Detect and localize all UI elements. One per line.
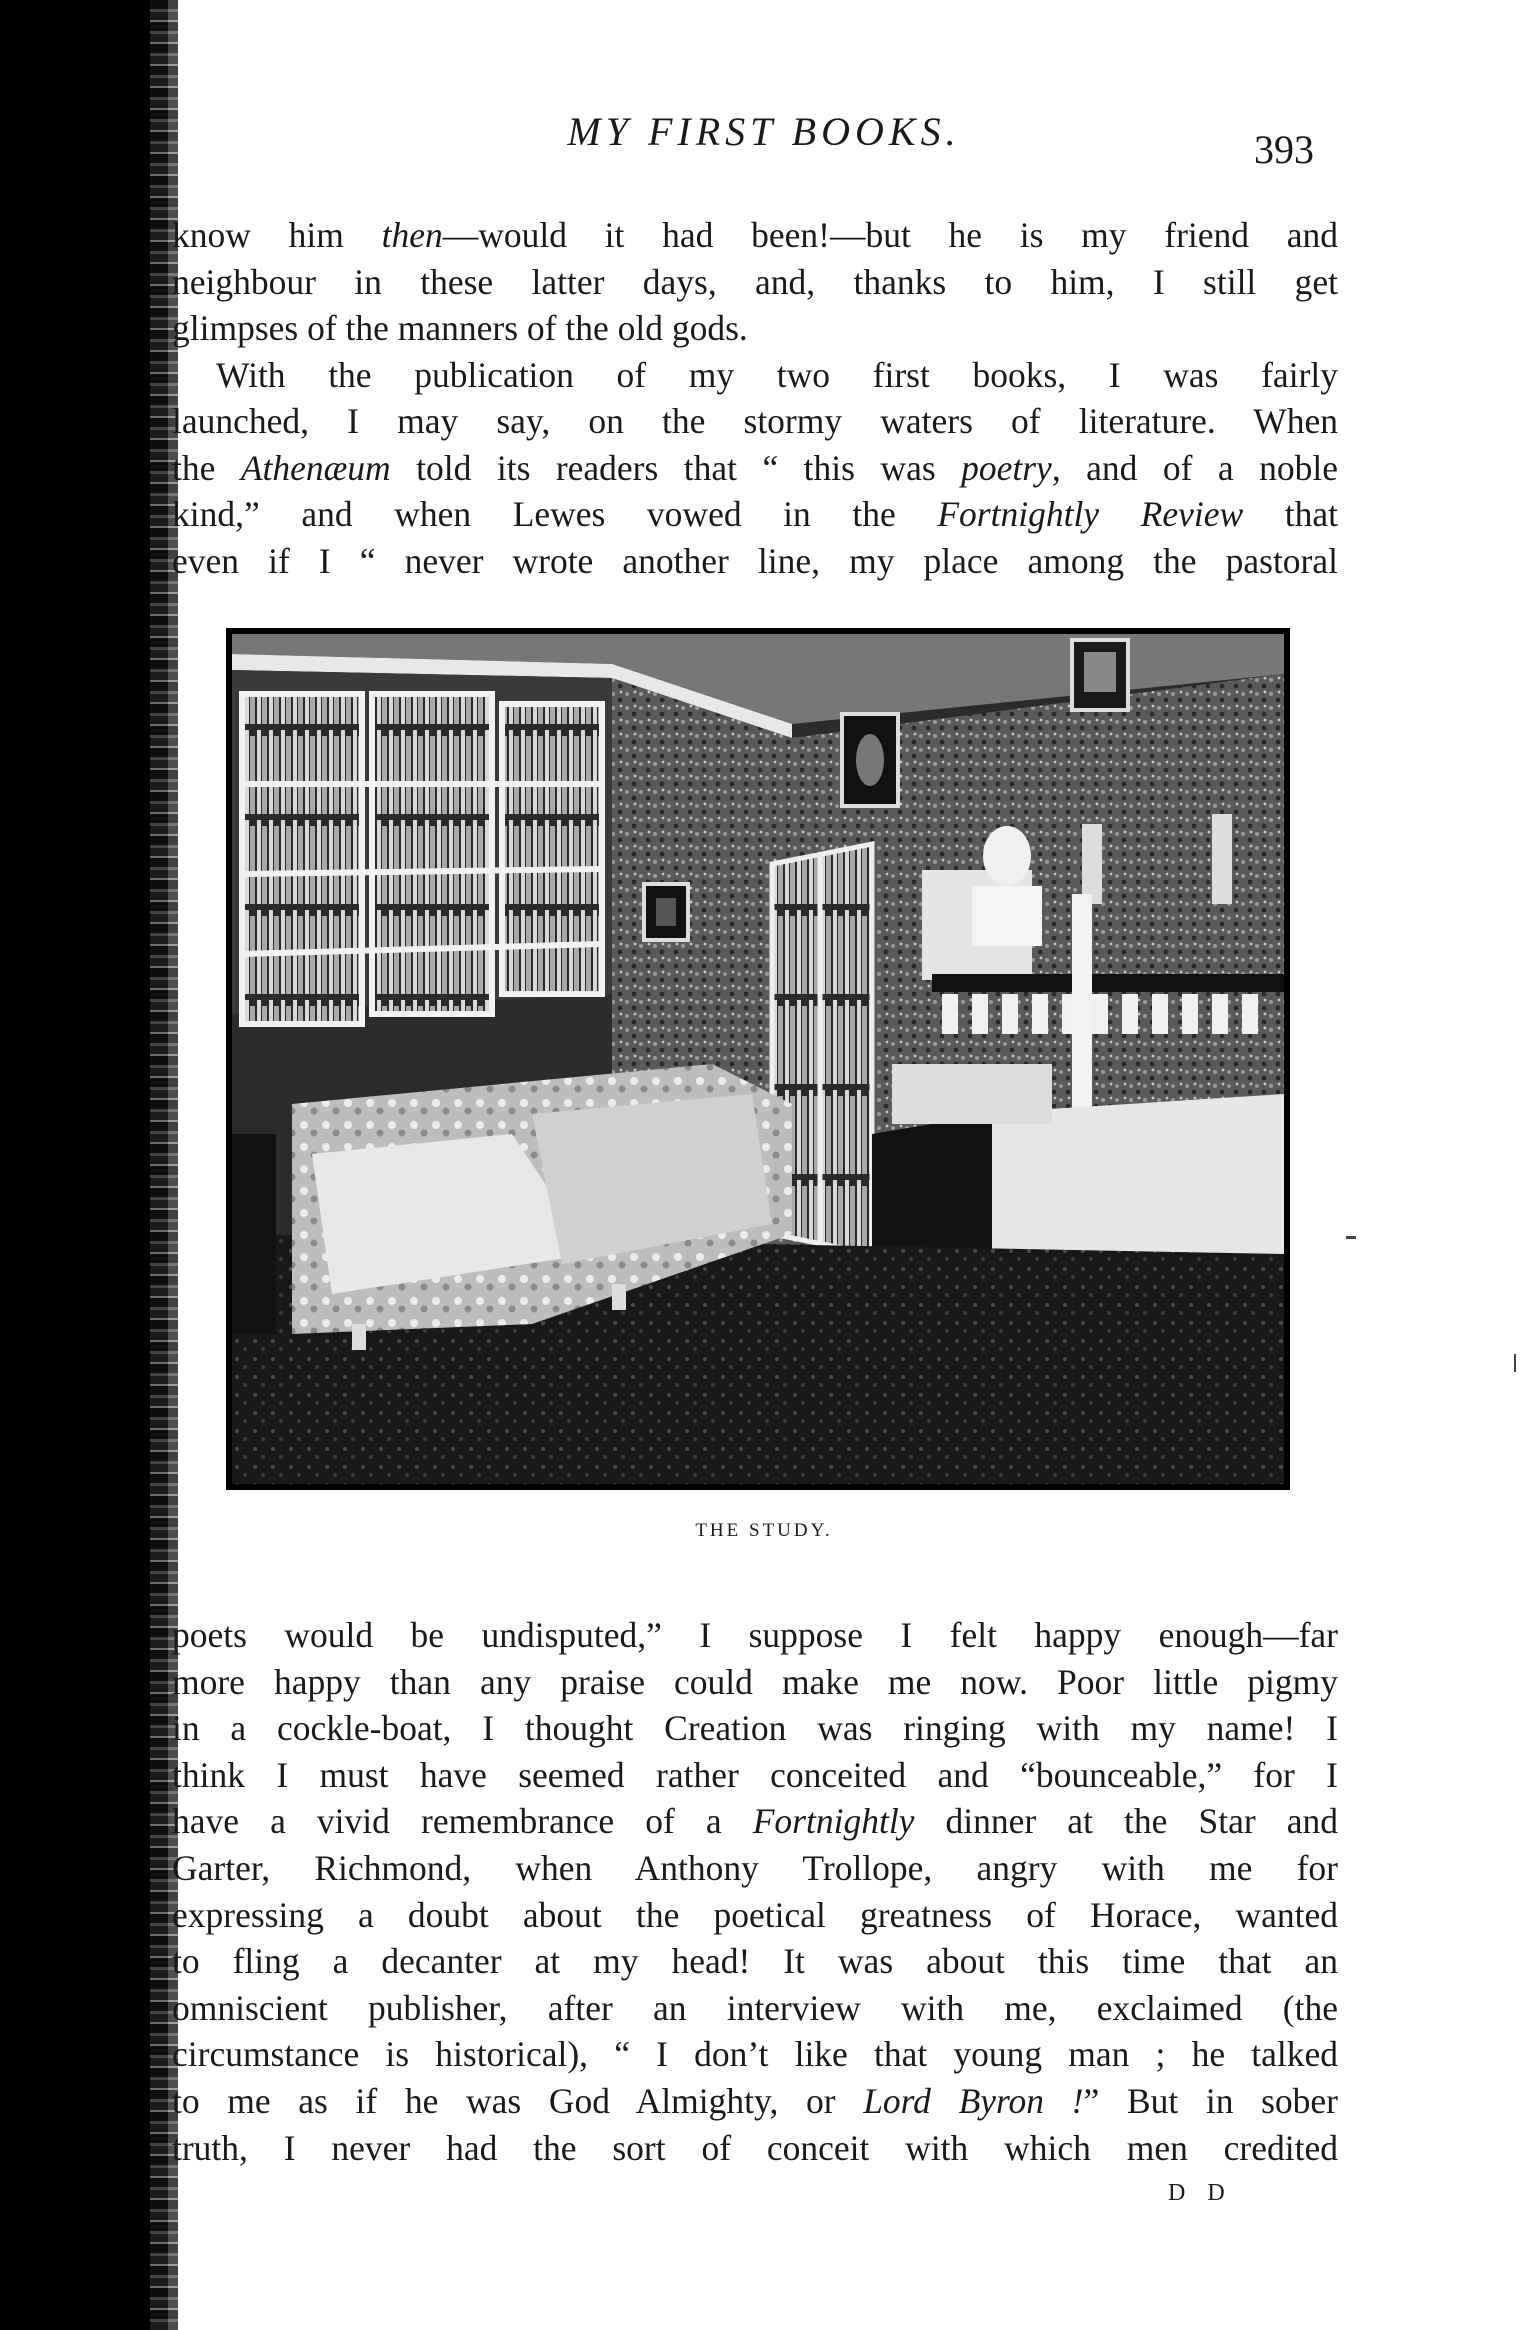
text-line bbox=[172, 259, 1338, 306]
text-span: glimpses of the manners of the old gods. bbox=[172, 308, 748, 348]
text-line bbox=[172, 2031, 1338, 2078]
image-caption: THE STUDY. bbox=[695, 1520, 833, 1541]
text-span: have a vivid remembrance of a bbox=[172, 1801, 753, 1842]
text-line bbox=[172, 1752, 1338, 1799]
text-span: truth, I never had the sort of conceit with which men credited bbox=[172, 2127, 1338, 2168]
page-number: 393 bbox=[1254, 127, 1314, 172]
italic-span: Athenæum bbox=[240, 447, 391, 488]
text-span: that bbox=[1243, 494, 1339, 534]
italic-span: Fortnightly Review bbox=[937, 494, 1244, 534]
text-span: more happy than any praise could make me now. Poor little pigmy bbox=[172, 1661, 1338, 1702]
text-span: told its readers that “ this was bbox=[390, 447, 962, 488]
signature-mark: D D bbox=[1168, 2180, 1233, 2206]
text-line bbox=[172, 305, 1338, 352]
text-span: kind,” and when Lewes vowed in the bbox=[172, 494, 938, 534]
italic-span: Fortnightly bbox=[752, 1801, 915, 1842]
text-span: expressing a doubt about the poetical greatness of Horace, wanted bbox=[172, 1894, 1338, 1935]
text-span: to fling a decanter at my head! It was about this time that an bbox=[172, 1941, 1338, 1982]
text-span: Garter, Richmond, when Anthony Trollope, angry with me for bbox=[172, 1847, 1338, 1888]
text-span: —would it had been!—but he is my friend and bbox=[442, 215, 1339, 255]
italic-span: Lord Byron ! bbox=[863, 2080, 1084, 2121]
text-line bbox=[172, 2125, 1338, 2172]
text-span: poets would be undisputed,” I suppose I felt happy enough—far bbox=[172, 1615, 1338, 1655]
text-span: even if I “ never wrote another line, my place among the pastoral bbox=[172, 540, 1338, 581]
text-span: in a cockle-boat, I thought Creation was ringing with my name! I bbox=[172, 1708, 1338, 1749]
italic-span: poetry bbox=[961, 447, 1052, 488]
text-span: to me as if he was God Almighty, or bbox=[172, 2080, 864, 2121]
text-line bbox=[172, 2078, 1338, 2125]
top-paragraph bbox=[172, 212, 1338, 584]
text-span: know him bbox=[172, 215, 382, 255]
text-span: dinner at the Star and bbox=[914, 1801, 1338, 1842]
text-line bbox=[172, 1845, 1338, 1892]
text-line bbox=[172, 1985, 1338, 2032]
text-span: omniscient publisher, after an interview with me, exclaimed (the bbox=[172, 1987, 1338, 2028]
text-line bbox=[172, 1705, 1338, 1752]
text-span: the bbox=[172, 447, 241, 488]
text-span: , and of a noble bbox=[1051, 447, 1338, 488]
text-line bbox=[172, 1659, 1338, 1706]
text-line bbox=[172, 212, 1338, 259]
study-photograph bbox=[226, 628, 1290, 1490]
book-binding-edge bbox=[0, 0, 168, 2330]
text-span: neighbour in these latter days, and, thanks to him, I still get bbox=[172, 261, 1338, 302]
margin-dash bbox=[1346, 1236, 1356, 1239]
text-line bbox=[172, 398, 1338, 445]
text-line bbox=[172, 352, 1338, 399]
margin-tick bbox=[1514, 1354, 1516, 1372]
text-line bbox=[172, 1798, 1338, 1845]
italic-span: then bbox=[381, 215, 443, 255]
text-line bbox=[172, 1938, 1338, 1985]
text-line bbox=[172, 491, 1338, 538]
text-span: circumstance is historical), “ I don’t like that young man ; he talked bbox=[172, 2034, 1338, 2075]
text-span: ” But in sober bbox=[1083, 2080, 1338, 2121]
text-span: launched, I may say, on the stormy waters of literature. When bbox=[172, 401, 1338, 441]
bottom-paragraph bbox=[172, 1612, 1338, 2171]
running-head: MY FIRST BOOKS. bbox=[567, 109, 961, 154]
text-span: think I must have seemed rather conceited and “bounceable,” for I bbox=[172, 1754, 1338, 1795]
text-line bbox=[172, 538, 1338, 585]
text-line bbox=[172, 1892, 1338, 1939]
text-line bbox=[172, 1612, 1338, 1659]
text-line bbox=[172, 445, 1338, 492]
text-span: With the publication of my two first books, I was fairly bbox=[216, 354, 1338, 395]
